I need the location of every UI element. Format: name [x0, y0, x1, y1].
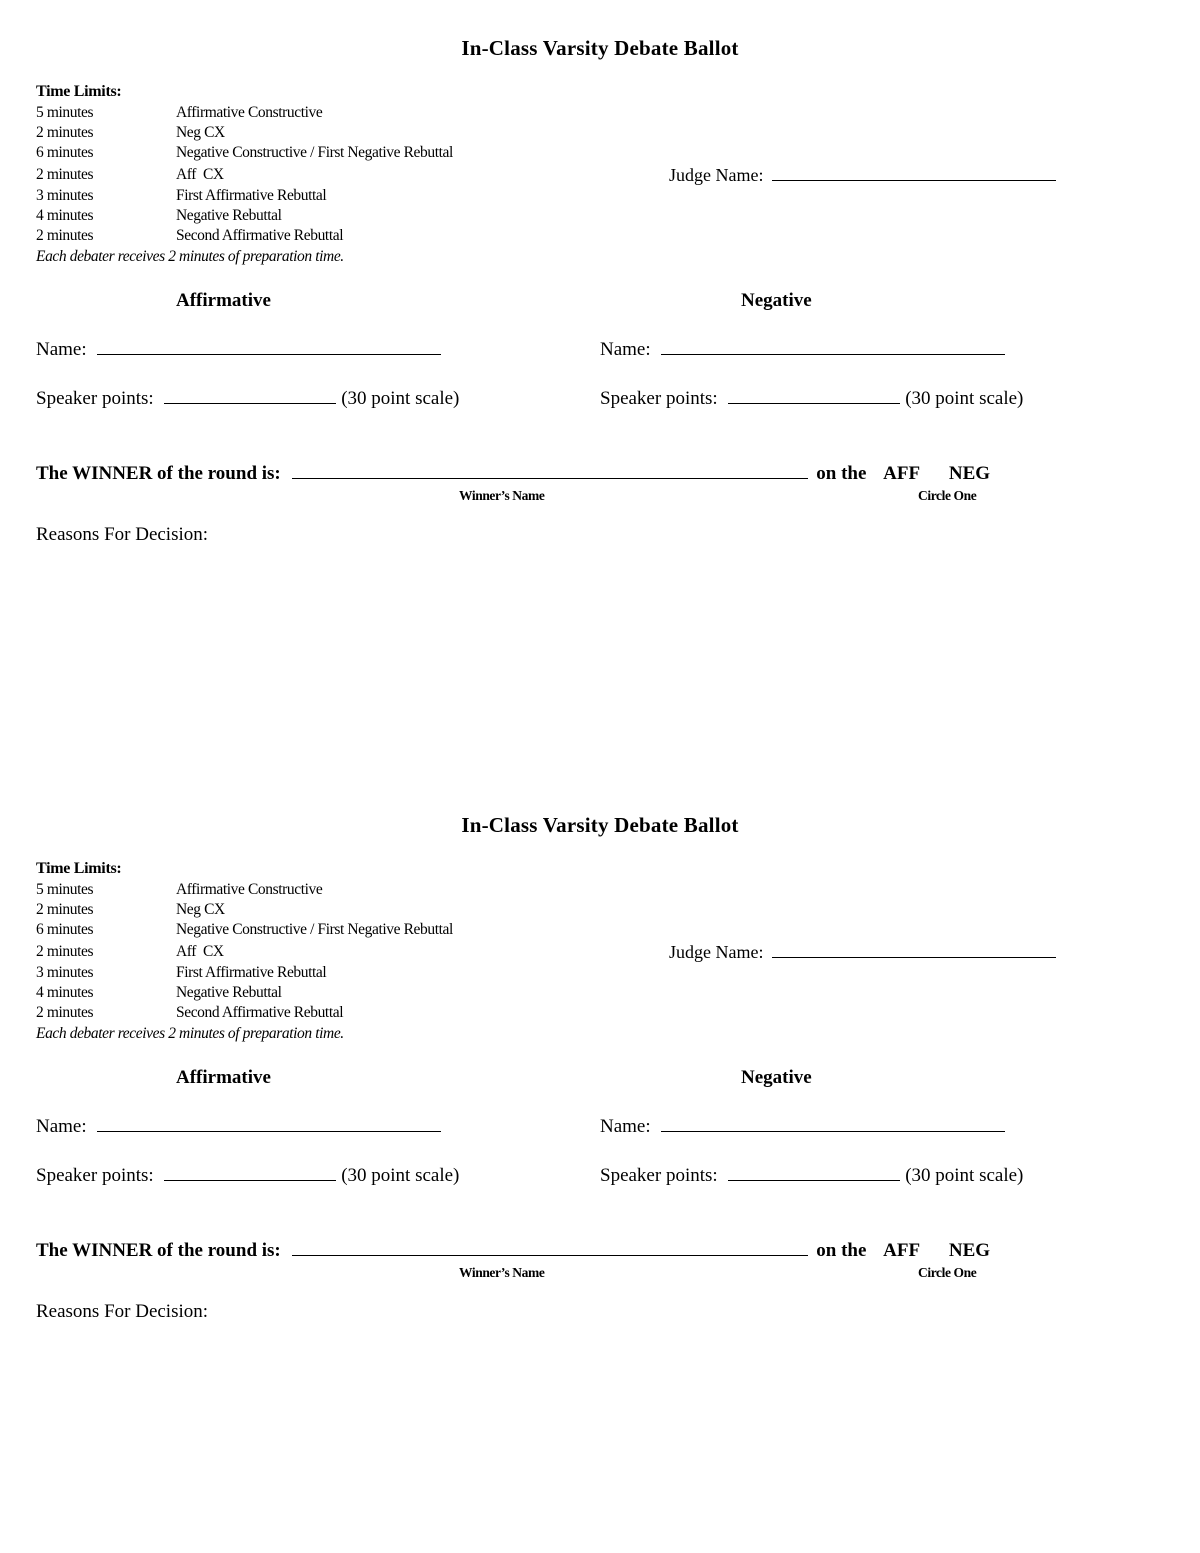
judge-name-line[interactable] [772, 166, 1056, 181]
circle-one-caption: Circle One [918, 1265, 977, 1280]
winner-label: The WINNER of the round is: [36, 463, 281, 484]
time-limit-duration: 4 minutes [36, 207, 94, 224]
negative-speaker-points-line[interactable] [728, 1166, 900, 1181]
judge-name-label: Judge Name: [669, 942, 764, 962]
affirmative-name-field [36, 339, 441, 361]
negative-heading: Negative [741, 290, 812, 311]
affirmative-heading: Affirmative [176, 290, 271, 311]
scale-note: (30 point scale) [905, 1165, 1024, 1186]
time-limit-speech: Affirmative Constructive [176, 104, 323, 121]
time-limit-duration: 2 minutes [36, 943, 94, 960]
name-label: Name: [600, 339, 651, 360]
ballot-2 [0, 777, 1200, 1537]
time-limit-speech: Negative Constructive / First Negative Rebuttal [176, 921, 453, 938]
time-limit-speech: Aff CX [176, 943, 224, 960]
winner-field [36, 463, 990, 485]
reasons-for-decision-label: Reasons For Decision: [36, 1301, 209, 1322]
prep-time-note: Each debater receives 2 minutes of preparation time. [36, 1025, 344, 1042]
time-limits-heading: Time Limits: [36, 83, 122, 100]
time-limit-duration: 2 minutes [36, 166, 94, 183]
time-limit-speech: Affirmative Constructive [176, 881, 323, 898]
affirmative-name-line[interactable] [97, 340, 441, 355]
name-label: Name: [600, 1116, 651, 1137]
time-limit-speech: Negative Rebuttal [176, 984, 282, 1001]
time-limit-speech: Negative Constructive / First Negative Rebuttal [176, 144, 453, 161]
affirmative-name-field [36, 1116, 441, 1138]
negative-name-line[interactable] [661, 340, 1005, 355]
affirmative-speaker-points-field [36, 388, 459, 410]
time-limit-duration: 5 minutes [36, 104, 94, 121]
negative-speaker-points-field [600, 388, 1023, 410]
speaker-points-label: Speaker points: [600, 1165, 718, 1186]
on-the-label: on the [816, 1240, 867, 1261]
neg-option[interactable]: NEG [948, 463, 991, 484]
name-label: Name: [36, 1116, 87, 1137]
negative-name-field [600, 1116, 1005, 1138]
judge-name-line[interactable] [772, 943, 1056, 958]
time-limit-duration: 2 minutes [36, 1004, 94, 1021]
time-limit-speech: Aff CX [176, 166, 224, 183]
time-limit-speech: Neg CX [176, 124, 225, 141]
scale-note: (30 point scale) [341, 388, 460, 409]
winner-name-caption: Winner’s Name [459, 488, 545, 503]
time-limit-duration: 2 minutes [36, 901, 94, 918]
aff-option[interactable]: AFF [883, 463, 921, 484]
ballot-1 [0, 0, 1200, 760]
time-limit-duration: 4 minutes [36, 984, 94, 1001]
winner-field [36, 1240, 990, 1262]
time-limit-duration: 5 minutes [36, 881, 94, 898]
winner-name-line[interactable] [292, 464, 808, 479]
time-limit-speech: Second Affirmative Rebuttal [176, 227, 344, 244]
ballot-title: In-Class Varsity Debate Ballot [461, 36, 739, 60]
aff-option[interactable]: AFF [883, 1240, 921, 1261]
neg-option[interactable]: NEG [948, 1240, 991, 1261]
affirmative-speaker-points-line[interactable] [164, 1166, 336, 1181]
judge-name-label: Judge Name: [669, 165, 764, 185]
winner-label: The WINNER of the round is: [36, 1240, 281, 1261]
judge-name-field [669, 942, 1056, 963]
negative-heading: Negative [741, 1067, 812, 1088]
time-limit-duration: 3 minutes [36, 187, 94, 204]
on-the-label: on the [816, 463, 867, 484]
winner-name-caption: Winner’s Name [459, 1265, 545, 1280]
scale-note: (30 point scale) [905, 388, 1024, 409]
time-limit-speech: First Affirmative Rebuttal [176, 187, 327, 204]
time-limit-speech: First Affirmative Rebuttal [176, 964, 327, 981]
negative-speaker-points-line[interactable] [728, 389, 900, 404]
prep-time-note: Each debater receives 2 minutes of preparation time. [36, 248, 344, 265]
scale-note: (30 point scale) [341, 1165, 460, 1186]
time-limit-speech: Second Affirmative Rebuttal [176, 1004, 344, 1021]
reasons-for-decision-label: Reasons For Decision: [36, 524, 209, 545]
speaker-points-label: Speaker points: [36, 1165, 154, 1186]
negative-speaker-points-field [600, 1165, 1023, 1187]
time-limit-duration: 6 minutes [36, 144, 94, 161]
affirmative-name-line[interactable] [97, 1117, 441, 1132]
winner-name-line[interactable] [292, 1241, 808, 1256]
name-label: Name: [36, 339, 87, 360]
negative-name-field [600, 339, 1005, 361]
negative-name-line[interactable] [661, 1117, 1005, 1132]
affirmative-heading: Affirmative [176, 1067, 271, 1088]
speaker-points-label: Speaker points: [600, 388, 718, 409]
time-limit-speech: Negative Rebuttal [176, 207, 282, 224]
time-limit-duration: 3 minutes [36, 964, 94, 981]
speaker-points-label: Speaker points: [36, 388, 154, 409]
time-limits-heading: Time Limits: [36, 860, 122, 877]
time-limit-duration: 2 minutes [36, 124, 94, 141]
judge-name-field [669, 165, 1056, 186]
time-limit-duration: 2 minutes [36, 227, 94, 244]
time-limit-speech: Neg CX [176, 901, 225, 918]
affirmative-speaker-points-line[interactable] [164, 389, 336, 404]
ballot-title: In-Class Varsity Debate Ballot [461, 813, 739, 837]
time-limit-duration: 6 minutes [36, 921, 94, 938]
affirmative-speaker-points-field [36, 1165, 459, 1187]
circle-one-caption: Circle One [918, 488, 977, 503]
